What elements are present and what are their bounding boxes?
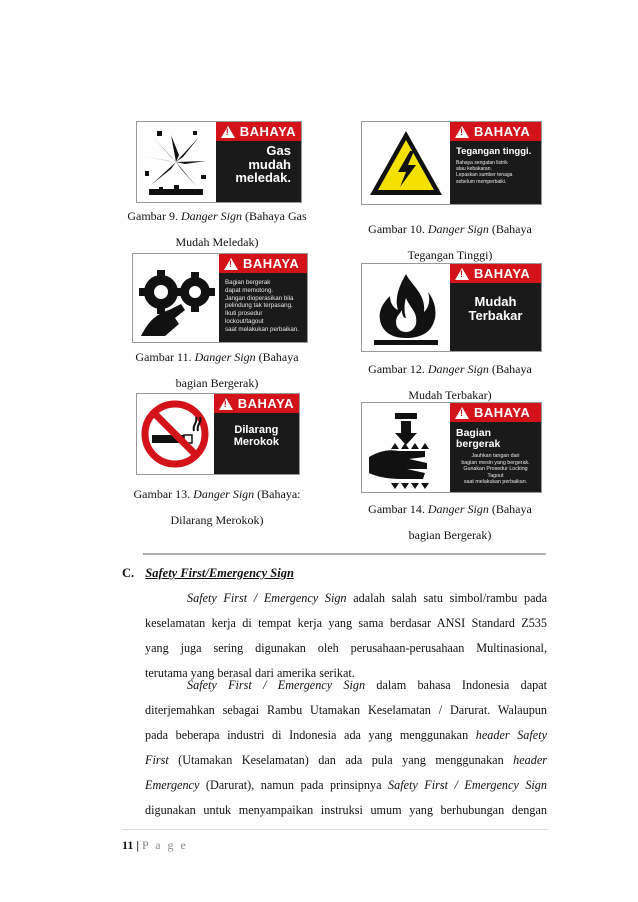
paragraph-line: digunakan untuk menyampaikan instruksi umum yang berhubungan dengan	[145, 803, 547, 817]
section-heading	[122, 566, 294, 581]
sign-text: Dilarang Merokok	[233, 424, 279, 448]
paragraph-line: diterjemahkan sebagai Rambu Utamakan Keselamatan / Darurat. Walaupun	[145, 703, 547, 717]
paragraph-line: yang juga sering digunakan oleh perusahaan-perusahaan Multinasional,	[145, 641, 547, 655]
sign-small-text: Bahaya sengatan listrik atau kebakaran. Lepaskan sumber tenaga sebelum memperbaiki.	[456, 159, 513, 185]
sign-text: Gas mudah meledak.	[235, 143, 291, 186]
paragraph-line: keselamatan kerja di tempat kerja yang sama berdasar ANSI Standard Z535	[145, 616, 547, 630]
paragraph-line: First (Utamakan Keselamatan) dan ada pula yang menggunakan header	[145, 753, 547, 767]
caption-figure-9: Gambar 9. Danger Sign (Bahaya Gas Mudah Meledak)	[127, 209, 307, 249]
sign-text: Mudah Terbakar	[468, 294, 523, 323]
bahaya-header: ! BAHAYA	[450, 403, 541, 422]
page-separator: |	[133, 838, 142, 852]
high-voltage-icon	[362, 122, 450, 204]
caption-figure-11: Gambar 11. Danger Sign (Bahaya bagian Bergerak)	[135, 350, 299, 390]
bahaya-header: ! BAHAYA	[219, 254, 307, 273]
gears-hand-icon	[133, 254, 219, 342]
page-label: P a g e	[142, 838, 188, 852]
crush-hand-icon	[362, 403, 450, 492]
paragraph-2	[145, 673, 547, 823]
sign-text: Tegangan tinggi.	[456, 146, 532, 157]
warning-triangle-icon	[221, 126, 235, 138]
page-number: 11	[122, 838, 134, 852]
danger-sign-flammable	[361, 263, 542, 352]
section-title: Safety First/Emergency Sign	[145, 566, 294, 580]
paragraph-line: terutama yang berasal dari amerika serikat.	[145, 666, 355, 680]
page-footer	[122, 838, 188, 853]
warning-triangle-icon	[219, 398, 233, 410]
caption-figure-12: Gambar 12. Danger Sign (Bahaya Mudah Terbakar)	[368, 362, 532, 402]
danger-sign-high-voltage	[361, 121, 542, 205]
section-divider	[143, 553, 546, 555]
danger-sign-no-smoking	[136, 393, 300, 475]
bahaya-header: ! BAHAYA	[450, 264, 541, 283]
no-smoking-icon	[137, 394, 214, 474]
sign-small-text: Bagian bergerak dapat memotong. Jangan dioperasikan bila pelindung tak terpasang. Ikuti prosedur lockout/tagout saat melakukan perbaikan.	[225, 279, 299, 333]
danger-sign-crush-hazard	[361, 402, 542, 493]
sign-small-text: Jauhkan tangan dari bagian mesin yang bergerak. Gunakan Prosedur Locking Tagout saat melakukan perbaikan.	[461, 453, 530, 486]
paragraph-1	[145, 586, 547, 686]
warning-triangle-icon	[455, 126, 469, 138]
explosion-icon	[137, 122, 216, 202]
sign-text: Bagian bergerak	[456, 427, 501, 451]
danger-sign-explosive-gas	[136, 121, 302, 203]
paragraph-line: Safety First / Emergency Sign dalam bahasa Indonesia dapat	[187, 678, 547, 692]
bahaya-header: ! BAHAYA	[450, 122, 541, 141]
danger-sign-moving-parts	[132, 253, 308, 343]
bahaya-header: ! BAHAYA	[214, 394, 299, 413]
caption-figure-10: Gambar 10. Danger Sign (Bahaya Tegangan Tinggi)	[368, 222, 532, 262]
paragraph-line: Emergency (Darurat), namun pada prinsipnya Safety First / Emergency Sign	[145, 778, 547, 792]
warning-triangle-icon	[224, 258, 238, 270]
caption-figure-13: Gambar 13. Danger Sign (Bahaya: Dilarang Merokok)	[133, 487, 301, 527]
bahaya-header: ! BAHAYA	[216, 122, 301, 141]
caption-figure-14: Gambar 14. Danger Sign (Bahaya bagian Bergerak)	[368, 502, 532, 542]
flame-icon	[362, 264, 450, 351]
warning-triangle-icon	[455, 268, 469, 280]
warning-triangle-icon	[455, 407, 469, 419]
paragraph-line: pada beberapa industri di Indonesia ada yang menggunakan header Safety	[145, 728, 547, 742]
paragraph-line: Safety First / Emergency Sign adalah salah satu simbol/rambu pada	[187, 591, 547, 605]
footer-divider	[122, 829, 548, 830]
section-letter: C.	[122, 566, 135, 580]
